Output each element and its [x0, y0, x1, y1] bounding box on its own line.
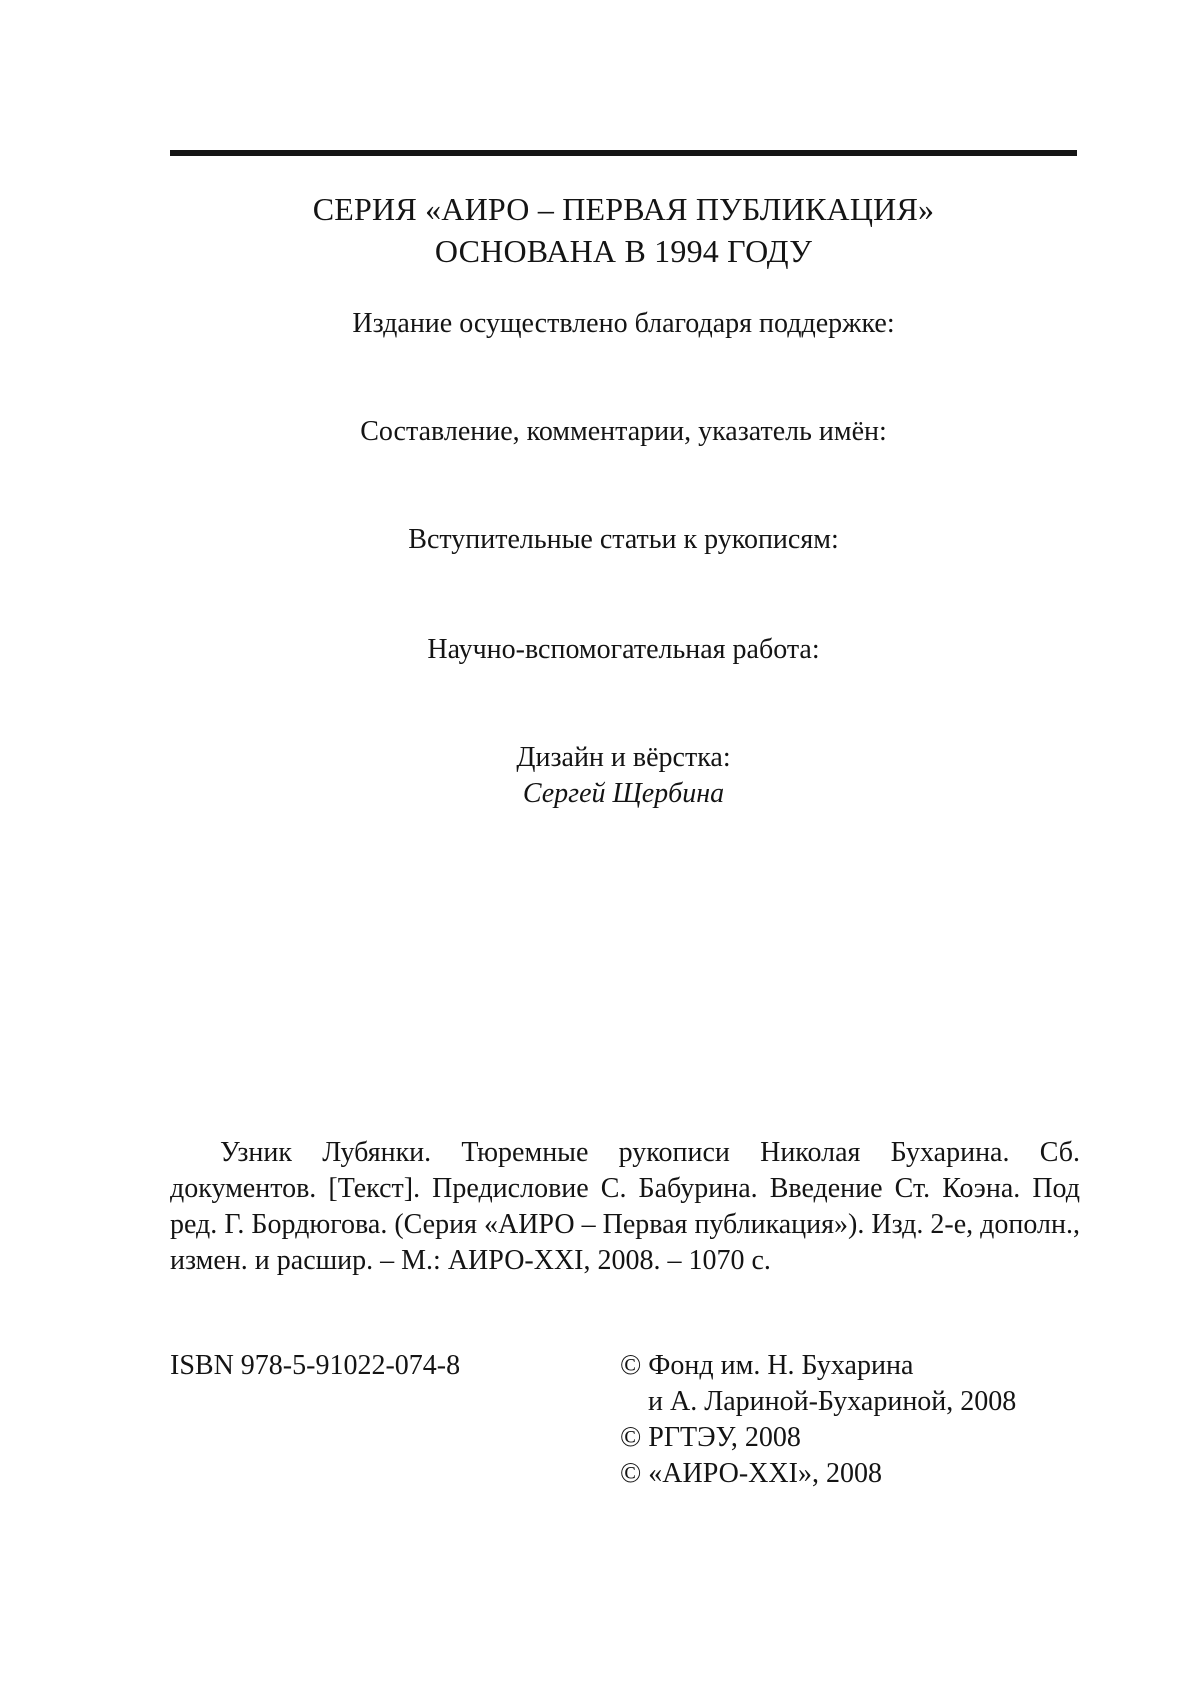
series-title-line-1: СЕРИЯ «АИРО – ПЕРВАЯ ПУБЛИКАЦИЯ» [312, 191, 935, 227]
copyright-block [620, 1348, 1016, 1492]
copyright-line-4: © «АИРО-XXI», 2008 [620, 1458, 882, 1489]
support-credit [170, 306, 1077, 342]
copyright-line-1: © Фонд им. Н. Бухарина [620, 1350, 914, 1381]
bibliographic-description: Узник Лубянки. Тюремные рукописи Николая Бухарина. Сб. документов. [Текст]. Предисловие С. Бабурина. Введение Ст. Коэна. Под ред. Г. Бордюгова. (Серия «АИРО – Первая публикация»). Изд. 2-е, дополн., измен. и расшир. – М.: АИРО-XXI, 2008. – 1070 с. [170, 1137, 1080, 1276]
compilation-label: Составление, комментарии, указатель имён: [360, 416, 887, 447]
isbn-number: ISBN 978-5-91022-074-8 [170, 1350, 461, 1381]
support-label: Издание осуществлено благодаря поддержке: [352, 308, 895, 339]
copyright-line-2: и А. Лариной-Бухариной, 2008 [648, 1386, 1017, 1417]
designer-name: Сергей Щербина [522, 778, 725, 809]
research-label: Научно-вспомогательная работа: [427, 634, 820, 665]
research-credit [170, 632, 1077, 668]
intro-articles-credit [170, 522, 1077, 558]
intro-articles-label: Вступительные статьи к рукописям: [408, 524, 839, 555]
series-title [170, 188, 1077, 272]
top-horizontal-rule [170, 150, 1077, 156]
compilation-credit [170, 414, 1077, 450]
copyright-line-3: © РГТЭУ, 2008 [620, 1422, 801, 1453]
design-credit [170, 740, 1077, 812]
series-title-line-2: ОСНОВАНА В 1994 ГОДУ [434, 233, 813, 269]
design-label: Дизайн и вёрстка: [516, 742, 731, 773]
